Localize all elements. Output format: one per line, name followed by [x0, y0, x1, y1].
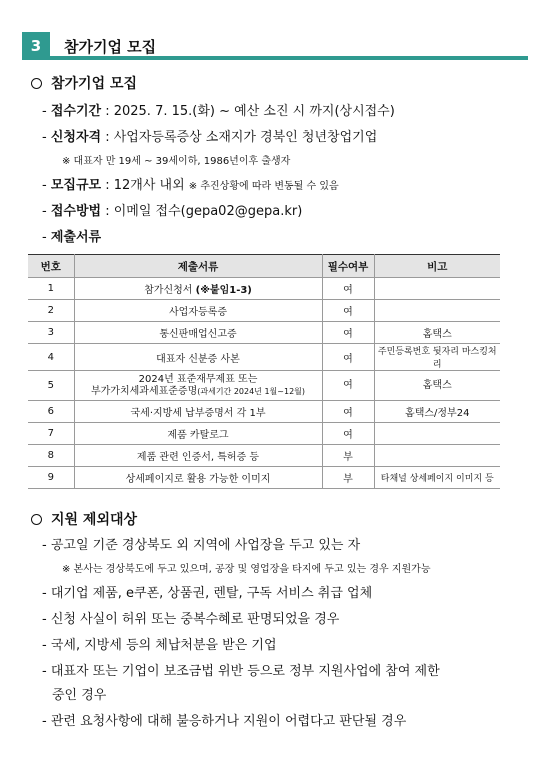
- cell-required: 부: [322, 445, 374, 467]
- cell-note: [374, 278, 500, 300]
- recruit-heading: [31, 73, 137, 93]
- scale-note: ※ 추진상황에 따라 변동될 수 있음: [188, 181, 339, 192]
- cell-no: 9: [28, 467, 74, 489]
- eligibility-label: 신청자격: [50, 130, 102, 145]
- cell-doc-line1: 2024년 표준재무제표 또는: [138, 373, 258, 385]
- table-row: [28, 278, 500, 300]
- eligibility-line: - 신청자격 : 사업자등록증상 소재지가 경북인 청년창업기업: [42, 130, 378, 145]
- table-header-row: [28, 255, 500, 278]
- cell-note: [374, 423, 500, 445]
- table-row: [28, 344, 500, 371]
- exclusion-heading-text: 지원 제외대상: [51, 512, 138, 528]
- cell-doc: 대표자 신분증 사본: [74, 344, 322, 371]
- cell-doc: 통신판매업신고증: [74, 322, 322, 344]
- section-number: 3: [22, 32, 50, 60]
- scale-value: 12개사 내외: [113, 178, 185, 193]
- cell-required: 여: [322, 300, 374, 322]
- cell-doc-line2-period: (과세기간 2024년 1월~12월): [197, 386, 306, 396]
- exclusion-item: - 공고일 기준 경상북도 외 지역에 사업장을 두고 있는 자: [42, 538, 361, 553]
- exclusion-item-continuation: 중인 경우: [52, 688, 107, 703]
- cell-required: 여: [322, 423, 374, 445]
- col-header-doc: 제출서류: [74, 255, 322, 278]
- cell-doc-attachment: (※붙임1-3): [195, 285, 252, 296]
- cell-required: 여: [322, 344, 374, 371]
- cell-note: 주민등록번호 뒷자리 마스킹처리: [374, 344, 500, 371]
- cell-no: 3: [28, 322, 74, 344]
- period-value: 2025. 7. 15.(화) ~ 예산 소진 시 까지(상시접수): [113, 104, 395, 119]
- cell-note: 홈택스: [374, 371, 500, 401]
- exclusion-item: - 대기업 제품, e쿠폰, 상품권, 렌탈, 구독 서비스 취급 업체: [42, 586, 373, 601]
- cell-no: 8: [28, 445, 74, 467]
- table-row: [28, 445, 500, 467]
- col-header-required: 필수여부: [322, 255, 374, 278]
- circle-bullet-icon: [31, 514, 42, 525]
- docs-label: 제출서류: [50, 230, 102, 245]
- cell-required: 여: [322, 371, 374, 401]
- scale-label: 모집규모: [50, 178, 102, 193]
- method-value: 이메일 접수(gepa02@gepa.kr): [113, 204, 303, 219]
- exclusion-heading: [31, 509, 137, 529]
- cell-required: 부: [322, 467, 374, 489]
- table-row: [28, 401, 500, 423]
- cell-no: 2: [28, 300, 74, 322]
- method-label: 접수방법: [50, 204, 102, 219]
- exclusion-item-text: 국세, 지방세 등의 체납처분을 받은 기업: [50, 638, 277, 653]
- exclusion-item-text: 대표자 또는 기업이 보조금법 위반 등으로 정부 지원사업에 참여 제한: [50, 664, 440, 679]
- cell-note: 홈택스/정부24: [374, 401, 500, 423]
- cell-no: 7: [28, 423, 74, 445]
- cell-no: 4: [28, 344, 74, 371]
- cell-doc: 제품 관련 인증서, 특허증 등: [74, 445, 322, 467]
- scale-line: - 모집규모 : 12개사 내외 ※ 추진상황에 따라 변동될 수 있음: [42, 178, 339, 193]
- circle-bullet-icon: [31, 78, 42, 89]
- method-line: - 접수방법 : 이메일 접수(gepa02@gepa.kr): [42, 204, 303, 219]
- recruit-heading-text: 참가기업 모집: [51, 76, 138, 92]
- cell-no: 1: [28, 278, 74, 300]
- col-header-note: 비고: [374, 255, 500, 278]
- exclusion-item-text: 관련 요청사항에 대해 불응하거나 지원이 어렵다고 판단될 경우: [50, 714, 407, 729]
- exclusion-item: - 신청 사실이 허위 또는 중복수혜로 판명되었을 경우: [42, 612, 340, 627]
- eligibility-value: 사업자등록증상 소재지가 경북인 청년창업기업: [113, 130, 378, 145]
- eligibility-note: ※ 대표자 만 19세 ~ 39세이하, 1986년이후 출생자: [62, 156, 291, 167]
- cell-no: 5: [28, 371, 74, 401]
- cell-doc: 상세페이지로 활용 가능한 이미지: [74, 467, 322, 489]
- cell-required: 여: [322, 278, 374, 300]
- cell-note: 타채널 상세페이지 이미지 등: [374, 467, 500, 489]
- exclusion-item: - 국세, 지방세 등의 체납처분을 받은 기업: [42, 638, 277, 653]
- exclusion-item: - 관련 요청사항에 대해 불응하거나 지원이 어렵다고 판단될 경우: [42, 714, 407, 729]
- cell-note: [374, 300, 500, 322]
- exclusion-item-text: 공고일 기준 경상북도 외 지역에 사업장을 두고 있는 자: [50, 538, 361, 553]
- cell-doc-line2: [77, 386, 320, 398]
- col-header-no: 번호: [28, 255, 74, 278]
- section-title: 참가기업 모집: [64, 38, 157, 56]
- cell-doc: [74, 278, 322, 300]
- cell-note: 홈택스: [374, 322, 500, 344]
- cell-doc: 사업자등록증: [74, 300, 322, 322]
- section-header: [22, 32, 528, 60]
- exclusion-item-text: 대기업 제품, e쿠폰, 상품권, 렌탈, 구독 서비스 취급 업체: [50, 586, 373, 601]
- cell-doc: 제품 카탈로그: [74, 423, 322, 445]
- cell-note: [374, 445, 500, 467]
- cell-doc-line2-text: 부가가치세과세표준증명: [90, 385, 198, 397]
- period-label: 접수기간: [50, 104, 102, 119]
- exclusion-item-note: ※ 본사는 경상북도에 두고 있으며, 공장 및 영업장을 타지에 두고 있는 경우 지원가능: [62, 564, 431, 575]
- cell-doc: 국세·지방세 납부증명서 각 1부: [74, 401, 322, 423]
- cell-doc: [74, 371, 322, 401]
- cell-doc-text: 참가신청서: [144, 285, 193, 296]
- table-row: [28, 300, 500, 322]
- cell-no: 6: [28, 401, 74, 423]
- table-row: [28, 371, 500, 401]
- docs-line: - 제출서류: [42, 230, 102, 245]
- cell-required: 여: [322, 401, 374, 423]
- exclusion-item: - 대표자 또는 기업이 보조금법 위반 등으로 정부 지원사업에 참여 제한: [42, 664, 440, 679]
- table-row: [28, 467, 500, 489]
- table-row: [28, 423, 500, 445]
- documents-table: [28, 254, 500, 489]
- table-row: [28, 322, 500, 344]
- period-line: - 접수기간 : 2025. 7. 15.(화) ~ 예산 소진 시 까지(상시접수): [42, 104, 395, 119]
- exclusion-item-text: 신청 사실이 허위 또는 중복수혜로 판명되었을 경우: [50, 612, 340, 627]
- cell-required: 여: [322, 322, 374, 344]
- header-underline: [50, 56, 528, 60]
